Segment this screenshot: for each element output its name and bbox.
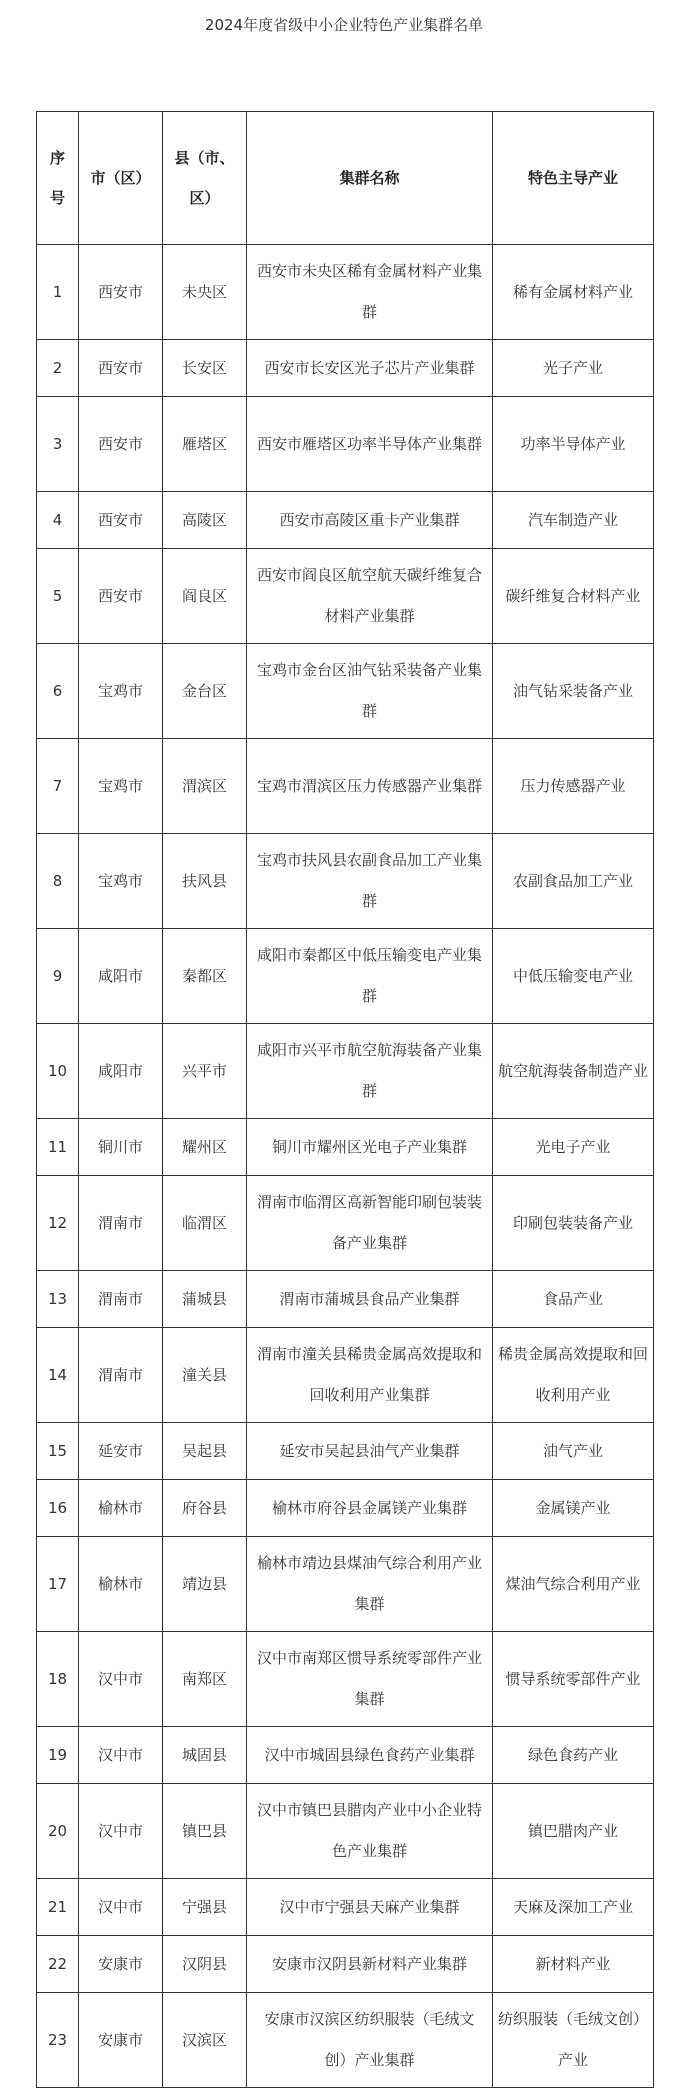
row-no: 5: [37, 549, 79, 644]
row-city: 咸阳市: [79, 1024, 163, 1119]
row-cluster-name: 宝鸡市扶风县农副食品加工产业集群: [247, 834, 493, 929]
row-city: 西安市: [79, 340, 163, 397]
row-county: 府谷县: [163, 1480, 247, 1537]
header-county: 县（市、区）: [163, 112, 247, 245]
table-row: [37, 1480, 654, 1537]
row-no: 18: [37, 1632, 79, 1727]
row-city: 榆林市: [79, 1537, 163, 1632]
row-county: 镇巴县: [163, 1784, 247, 1879]
row-industry: 稀贵金属高效提取和回收利用产业: [493, 1328, 654, 1423]
table-row: [37, 340, 654, 397]
row-industry: 汽车制造产业: [493, 492, 654, 549]
row-no: 11: [37, 1119, 79, 1176]
table-row: [37, 1537, 654, 1632]
table-row: [37, 1328, 654, 1423]
row-industry: 纺织服装（毛绒文创）产业: [493, 1993, 654, 2088]
row-county: 汉滨区: [163, 1993, 247, 2088]
table-header-row: [37, 112, 654, 245]
table-row: [37, 245, 654, 340]
row-no: 16: [37, 1480, 79, 1537]
row-cluster-name: 西安市长安区光子芯片产业集群: [247, 340, 493, 397]
table-row: [37, 929, 654, 1024]
row-city: 渭南市: [79, 1271, 163, 1328]
table-row: [37, 1024, 654, 1119]
row-county: 吴起县: [163, 1423, 247, 1480]
row-no: 19: [37, 1727, 79, 1784]
row-county: 汉阴县: [163, 1936, 247, 1993]
row-cluster-name: 安康市汉阴县新材料产业集群: [247, 1936, 493, 1993]
row-cluster-name: 汉中市镇巴县腊肉产业中小企业特色产业集群: [247, 1784, 493, 1879]
row-no: 21: [37, 1879, 79, 1936]
row-city: 汉中市: [79, 1727, 163, 1784]
row-no: 15: [37, 1423, 79, 1480]
row-county: 潼关县: [163, 1328, 247, 1423]
row-city: 榆林市: [79, 1480, 163, 1537]
row-cluster-name: 宝鸡市渭滨区压力传感器产业集群: [247, 739, 493, 834]
row-cluster-name: 榆林市府谷县金属镁产业集群: [247, 1480, 493, 1537]
table-row: [37, 1423, 654, 1480]
row-no: 12: [37, 1176, 79, 1271]
row-cluster-name: 西安市未央区稀有金属材料产业集群: [247, 245, 493, 340]
row-industry: 煤油气综合利用产业: [493, 1537, 654, 1632]
row-industry: 印刷包装装备产业: [493, 1176, 654, 1271]
row-cluster-name: 咸阳市兴平市航空航海装备产业集群: [247, 1024, 493, 1119]
row-city: 西安市: [79, 245, 163, 340]
row-county: 金台区: [163, 644, 247, 739]
row-industry: 天麻及深加工产业: [493, 1879, 654, 1936]
row-city: 西安市: [79, 397, 163, 492]
row-county: 南郑区: [163, 1632, 247, 1727]
row-no: 3: [37, 397, 79, 492]
row-county: 雁塔区: [163, 397, 247, 492]
row-cluster-name: 渭南市潼关县稀贵金属高效提取和回收利用产业集群: [247, 1328, 493, 1423]
row-city: 汉中市: [79, 1879, 163, 1936]
row-no: 4: [37, 492, 79, 549]
row-city: 渭南市: [79, 1176, 163, 1271]
row-no: 2: [37, 340, 79, 397]
row-cluster-name: 延安市吴起县油气产业集群: [247, 1423, 493, 1480]
row-cluster-name: 安康市汉滨区纺织服装（毛绒文创）产业集群: [247, 1993, 493, 2088]
row-no: 22: [37, 1936, 79, 1993]
row-industry: 航空航海装备制造产业: [493, 1024, 654, 1119]
row-cluster-name: 渭南市临渭区高新智能印刷包装装备产业集群: [247, 1176, 493, 1271]
row-city: 汉中市: [79, 1784, 163, 1879]
row-industry: 压力传感器产业: [493, 739, 654, 834]
row-industry: 新材料产业: [493, 1936, 654, 1993]
row-cluster-name: 渭南市蒲城县食品产业集群: [247, 1271, 493, 1328]
table-row: [37, 1993, 654, 2088]
row-industry: 镇巴腊肉产业: [493, 1784, 654, 1879]
row-cluster-name: 汉中市宁强县天麻产业集群: [247, 1879, 493, 1936]
row-county: 兴平市: [163, 1024, 247, 1119]
header-industry: 特色主导产业: [493, 112, 654, 245]
table-row: [37, 1632, 654, 1727]
row-cluster-name: 汉中市城固县绿色食药产业集群: [247, 1727, 493, 1784]
row-industry: 惯导系统零部件产业: [493, 1632, 654, 1727]
row-city: 铜川市: [79, 1119, 163, 1176]
row-industry: 油气产业: [493, 1423, 654, 1480]
row-no: 13: [37, 1271, 79, 1328]
row-industry: 油气钻采装备产业: [493, 644, 654, 739]
row-no: 6: [37, 644, 79, 739]
row-county: 宁强县: [163, 1879, 247, 1936]
header-no: 序号: [37, 112, 79, 245]
row-industry: 光子产业: [493, 340, 654, 397]
row-no: 20: [37, 1784, 79, 1879]
row-county: 靖边县: [163, 1537, 247, 1632]
row-cluster-name: 汉中市南郑区惯导系统零部件产业集群: [247, 1632, 493, 1727]
table-row: [37, 1784, 654, 1879]
table-row: [37, 739, 654, 834]
row-county: 高陵区: [163, 492, 247, 549]
row-county: 蒲城县: [163, 1271, 247, 1328]
row-industry: 碳纤维复合材料产业: [493, 549, 654, 644]
row-industry: 中低压输变电产业: [493, 929, 654, 1024]
table-row: [37, 1727, 654, 1784]
table-row: [37, 549, 654, 644]
table-row: [37, 397, 654, 492]
row-county: 秦都区: [163, 929, 247, 1024]
header-city: 市（区）: [79, 112, 163, 245]
row-no: 17: [37, 1537, 79, 1632]
row-city: 咸阳市: [79, 929, 163, 1024]
table-row: [37, 644, 654, 739]
table-row: [37, 1119, 654, 1176]
table-row: [37, 1879, 654, 1936]
row-no: 9: [37, 929, 79, 1024]
row-city: 宝鸡市: [79, 644, 163, 739]
table-row: [37, 1936, 654, 1993]
row-cluster-name: 西安市阎良区航空航天碳纤维复合材料产业集群: [247, 549, 493, 644]
row-city: 延安市: [79, 1423, 163, 1480]
row-industry: 稀有金属材料产业: [493, 245, 654, 340]
row-no: 7: [37, 739, 79, 834]
row-county: 未央区: [163, 245, 247, 340]
table-row: [37, 834, 654, 929]
row-industry: 食品产业: [493, 1271, 654, 1328]
row-no: 1: [37, 245, 79, 340]
row-city: 汉中市: [79, 1632, 163, 1727]
row-cluster-name: 咸阳市秦都区中低压输变电产业集群: [247, 929, 493, 1024]
row-industry: 绿色食药产业: [493, 1727, 654, 1784]
row-cluster-name: 宝鸡市金台区油气钻采装备产业集群: [247, 644, 493, 739]
row-cluster-name: 榆林市靖边县煤油气综合利用产业集群: [247, 1537, 493, 1632]
row-city: 安康市: [79, 1993, 163, 2088]
row-cluster-name: 西安市高陵区重卡产业集群: [247, 492, 493, 549]
cluster-table: [36, 111, 654, 2088]
row-no: 10: [37, 1024, 79, 1119]
table-row: [37, 1176, 654, 1271]
row-industry: 光电子产业: [493, 1119, 654, 1176]
row-no: 23: [37, 1993, 79, 2088]
row-county: 耀州区: [163, 1119, 247, 1176]
row-city: 宝鸡市: [79, 739, 163, 834]
row-city: 西安市: [79, 492, 163, 549]
row-industry: 农副食品加工产业: [493, 834, 654, 929]
row-cluster-name: 西安市雁塔区功率半导体产业集群: [247, 397, 493, 492]
row-county: 渭滨区: [163, 739, 247, 834]
row-county: 临渭区: [163, 1176, 247, 1271]
row-city: 宝鸡市: [79, 834, 163, 929]
row-county: 城固县: [163, 1727, 247, 1784]
table-row: [37, 492, 654, 549]
row-city: 西安市: [79, 549, 163, 644]
table-row: [37, 1271, 654, 1328]
row-no: 8: [37, 834, 79, 929]
row-city: 安康市: [79, 1936, 163, 1993]
row-industry: 金属镁产业: [493, 1480, 654, 1537]
row-county: 长安区: [163, 340, 247, 397]
row-county: 阎良区: [163, 549, 247, 644]
page-title: 2024年度省级中小企业特色产业集群名单: [204, 16, 484, 34]
row-county: 扶风县: [163, 834, 247, 929]
row-no: 14: [37, 1328, 79, 1423]
header-cluster-name: 集群名称: [247, 112, 493, 245]
row-industry: 功率半导体产业: [493, 397, 654, 492]
row-city: 渭南市: [79, 1328, 163, 1423]
row-cluster-name: 铜川市耀州区光电子产业集群: [247, 1119, 493, 1176]
